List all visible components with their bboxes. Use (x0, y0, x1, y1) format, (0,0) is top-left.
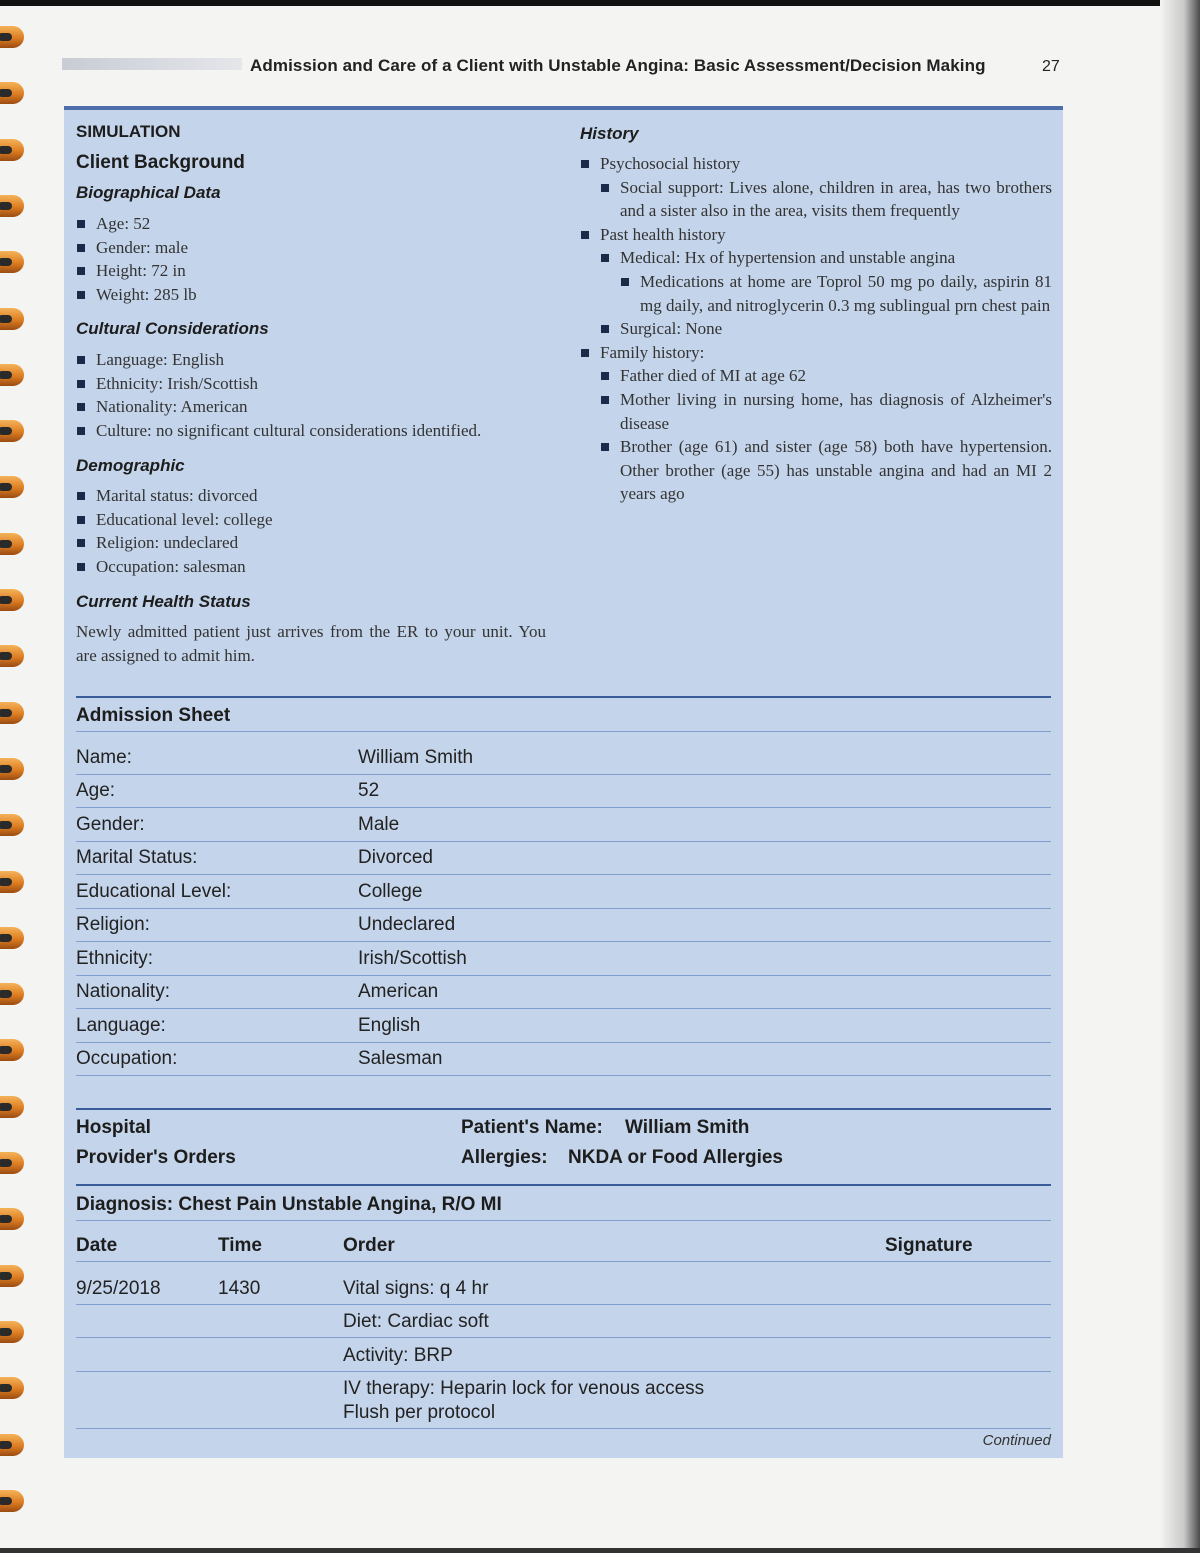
order-text: IV therapy: Heparin lock for venous access (343, 1378, 705, 1399)
row-divider (76, 731, 1051, 732)
row-divider (76, 1220, 1051, 1221)
list-item: Medical: Hx of hypertension and unstable angina (600, 246, 1052, 270)
row-value: William Smith (358, 747, 474, 768)
list-item: Psychosocial history (580, 152, 1052, 176)
row-divider (76, 1042, 1051, 1043)
binding-ring (0, 645, 24, 667)
list-item: Surgical: None (600, 317, 1052, 341)
binding-ring (0, 420, 24, 442)
list-item: Occupation: salesman (76, 555, 546, 579)
row-divider (76, 874, 1051, 875)
order-text: Vital signs: q 4 hr (343, 1278, 489, 1299)
binding-ring (0, 82, 24, 104)
list-item: Language: English (76, 348, 556, 372)
cultural-heading: Cultural Considerations (76, 319, 269, 338)
row-divider (76, 1428, 1051, 1429)
row-divider (76, 1261, 1051, 1262)
row-value: Undeclared (358, 914, 456, 935)
list-item: Height: 72 in (76, 259, 546, 283)
row-value: Male (358, 814, 400, 835)
col-signature-header: Signature (885, 1235, 973, 1256)
binding-ring (0, 308, 24, 330)
page-bottom-edge (0, 1548, 1200, 1553)
binding-ring (0, 533, 24, 555)
binding-ring (0, 476, 24, 498)
binding-ring (0, 927, 24, 949)
spiral-binding (0, 10, 30, 1540)
row-label: Religion: (76, 914, 150, 935)
binding-ring (0, 702, 24, 724)
demographic-list (76, 484, 546, 578)
row-label: Language: (76, 1015, 166, 1036)
hospital-label: Hospital (76, 1117, 151, 1138)
binding-ring (0, 1152, 24, 1174)
row-divider (76, 975, 1051, 976)
order-time: 1430 (218, 1278, 261, 1299)
page-top-edge (0, 0, 1200, 6)
list-item: Medications at home are Toprol 50 mg po daily, aspirin 81 mg daily, and nitroglycerin 0.3 mg sublingual prn chest pain (620, 270, 1052, 317)
row-divider (76, 841, 1051, 842)
orders-top-rule (76, 1108, 1051, 1110)
page-right-edge (1160, 0, 1200, 1553)
list-item: Mother living in nursing home, has diagnosis of Alzheimer's disease (600, 388, 1052, 435)
providers-orders-label: Provider's Orders (76, 1147, 236, 1168)
order-text: Diet: Cardiac soft (343, 1311, 489, 1332)
admission-sheet-title: Admission Sheet (76, 705, 231, 726)
list-item: Nationality: American (76, 395, 556, 419)
admission-top-rule (76, 696, 1051, 698)
order-date: 9/25/2018 (76, 1278, 161, 1299)
row-label: Age: (76, 780, 116, 801)
biographical-list (76, 212, 546, 306)
row-divider (76, 1371, 1051, 1372)
row-divider (76, 1304, 1051, 1305)
list-item: Social support: Lives alone, children in area, has two brothers and a sister also in the area, visits them frequently (600, 176, 1052, 223)
diagnosis: Diagnosis: Chest Pain Unstable Angina, R/O MI (76, 1194, 502, 1215)
list-item: Religion: undeclared (76, 531, 546, 555)
row-label: Gender: (76, 814, 145, 835)
allergies-value: NKDA or Food Allergies (568, 1147, 783, 1168)
list-item: Educational level: college (76, 508, 546, 532)
row-label: Marital Status: (76, 847, 198, 868)
row-value: College (358, 881, 423, 902)
row-value: Irish/Scottish (358, 948, 467, 969)
binding-ring (0, 1265, 24, 1287)
binding-ring (0, 195, 24, 217)
binding-ring (0, 1321, 24, 1343)
current-health-heading: Current Health Status (76, 592, 251, 611)
patient-name-value: William Smith (625, 1117, 750, 1138)
history-list (580, 152, 1052, 506)
running-head: Admission and Care of a Client with Unstable Angina: Basic Assessment/Decision Making (250, 56, 986, 75)
client-background-heading: Client Background (76, 152, 245, 173)
binding-ring (0, 26, 24, 48)
row-divider (76, 908, 1051, 909)
binding-ring (0, 871, 24, 893)
current-health-text: Newly admitted patient just arrives from the ER to your unit. You are assigned to admit him. (76, 622, 546, 665)
binding-ring (0, 758, 24, 780)
row-value: 52 (358, 780, 380, 801)
list-item: Family history: (580, 341, 1052, 365)
row-divider (76, 1008, 1051, 1009)
binding-ring (0, 1377, 24, 1399)
binding-ring (0, 1208, 24, 1230)
demographic-heading: Demographic (76, 456, 185, 475)
allergies-label: Allergies: (461, 1147, 548, 1168)
col-date-header: Date (76, 1235, 118, 1256)
row-divider (76, 941, 1051, 942)
row-value: Salesman (358, 1048, 443, 1069)
row-divider (76, 1075, 1051, 1076)
binding-ring (0, 814, 24, 836)
history-heading: History (580, 124, 639, 143)
binding-ring (0, 251, 24, 273)
list-item: Culture: no significant cultural considerations identified. (76, 419, 556, 443)
list-item: Weight: 285 lb (76, 283, 546, 307)
row-label: Educational Level: (76, 881, 232, 902)
row-label: Nationality: (76, 981, 170, 1002)
header-accent-bar (62, 58, 242, 70)
order-text: Activity: BRP (343, 1345, 453, 1366)
binding-ring (0, 1490, 24, 1512)
binding-ring (0, 589, 24, 611)
row-label: Ethnicity: (76, 948, 154, 969)
row-value: Divorced (358, 847, 433, 868)
simulation-panel (64, 106, 1063, 1458)
list-item: Ethnicity: Irish/Scottish (76, 372, 556, 396)
row-value: American (358, 981, 439, 1002)
row-divider (76, 807, 1051, 808)
binding-ring (0, 1039, 24, 1061)
list-item: Father died of MI at age 62 (600, 364, 1052, 388)
continued-label: Continued (982, 1432, 1051, 1449)
diagnosis-rule (76, 1184, 1051, 1186)
biographical-heading: Biographical Data (76, 183, 221, 202)
col-order-header: Order (343, 1235, 395, 1256)
row-divider (76, 1337, 1051, 1338)
simulation-label: SIMULATION (76, 122, 181, 141)
row-divider (76, 774, 1051, 775)
col-time-header: Time (218, 1235, 263, 1256)
list-item: Past health history (580, 223, 1052, 247)
cultural-list (76, 348, 556, 442)
list-item: Marital status: divorced (76, 484, 546, 508)
binding-ring (0, 1434, 24, 1456)
row-label: Name: (76, 747, 132, 768)
binding-ring (0, 1096, 24, 1118)
binding-ring (0, 139, 24, 161)
patient-name-label: Patient's Name: (461, 1117, 603, 1138)
list-item: Brother (age 61) and sister (age 58) both have hypertension. Other brother (age 55) has unstable angina and had an MI 2 years ago (600, 435, 1052, 506)
list-item: Gender: male (76, 236, 546, 260)
row-label: Occupation: (76, 1048, 178, 1069)
order-text-line2: Flush per protocol (343, 1402, 496, 1423)
binding-ring (0, 983, 24, 1005)
list-item: Age: 52 (76, 212, 546, 236)
page-number: 27 (1042, 58, 1060, 75)
row-value: English (358, 1015, 421, 1036)
binding-ring (0, 364, 24, 386)
